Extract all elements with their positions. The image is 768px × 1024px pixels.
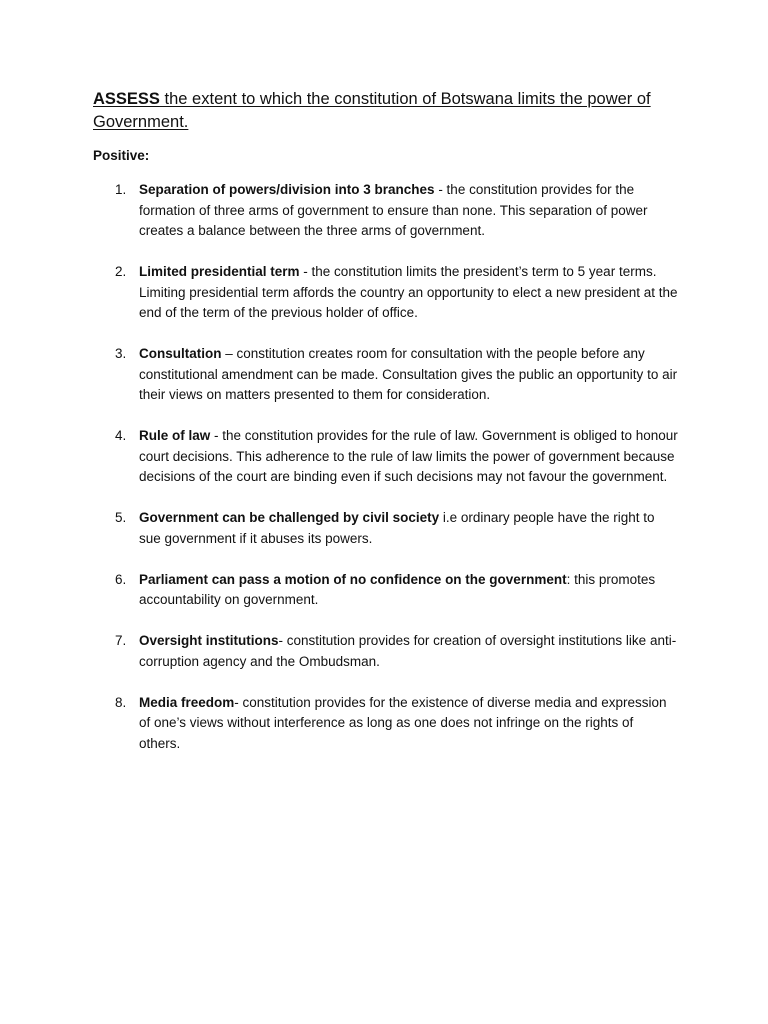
item-number: 5. xyxy=(115,510,127,525)
item-text: - constitution provides for the existence of diverse media and expression of one’s views without interference as long as one does not infringe on the rights of others. xyxy=(139,694,667,751)
item-text: - the constitution provides for the rule of law. Government is obliged to honour court decisions. This adherence to the rule of law limits the power of government because decisions of the court are binding even if such decisions may not favour the government. xyxy=(139,428,678,484)
item-text: - the constitution limits the president’s term to 5 year terms. Limiting presidential term affords the country an opportunity to elect a new president at the end of the term of the previous holder of office. xyxy=(139,264,678,320)
title-text: the extent to which the constitution of Botswana limits the power of Government. xyxy=(93,90,651,131)
list-item xyxy=(93,180,678,242)
list-item xyxy=(93,262,678,324)
item-heading: Government can be challenged by civil society xyxy=(139,510,440,525)
item-heading: Media freedom xyxy=(139,694,235,710)
item-text: – constitution creates room for consultation with the people before any constitutional amendment can be made. Consultation gives the public an opportunity to air their views on matters presented to them for consideration. xyxy=(139,346,678,402)
item-heading: Oversight institutions xyxy=(139,633,279,648)
item-number: 6. xyxy=(115,571,127,587)
item-heading: Rule of law xyxy=(139,428,211,443)
list-item xyxy=(93,344,678,406)
points-list xyxy=(93,180,678,775)
title-keyword: ASSESS xyxy=(93,90,160,108)
list-item xyxy=(93,426,678,488)
list-item xyxy=(93,631,678,672)
item-number: 1. xyxy=(115,182,127,197)
item-number: 8. xyxy=(115,694,127,710)
list-item xyxy=(93,570,678,611)
item-number: 2. xyxy=(115,264,127,279)
item-number: 4. xyxy=(115,428,127,443)
item-number: 7. xyxy=(115,633,127,648)
list-item xyxy=(93,508,678,549)
item-text: - the constitution provides for the formation of three arms of government to ensure than none. This separation of power creates a balance between the three arms of government. xyxy=(139,182,648,238)
item-number: 3. xyxy=(115,346,127,361)
item-heading: Consultation xyxy=(139,346,222,361)
document-title xyxy=(93,88,683,134)
section-label-positive: Positive: xyxy=(93,148,150,163)
item-heading: Separation of powers/division into 3 branches xyxy=(139,182,435,197)
item-text: i.e ordinary people have the right to sue government if it abuses its powers. xyxy=(139,510,655,546)
item-text: : this promotes accountability on government. xyxy=(139,571,656,607)
item-text: - constitution provides for creation of oversight institutions like anti-corruption agency and the Ombudsman. xyxy=(139,633,677,669)
item-heading: Parliament can pass a motion of no confidence on the government xyxy=(139,571,567,587)
item-heading: Limited presidential term xyxy=(139,264,300,279)
list-item xyxy=(93,693,678,755)
